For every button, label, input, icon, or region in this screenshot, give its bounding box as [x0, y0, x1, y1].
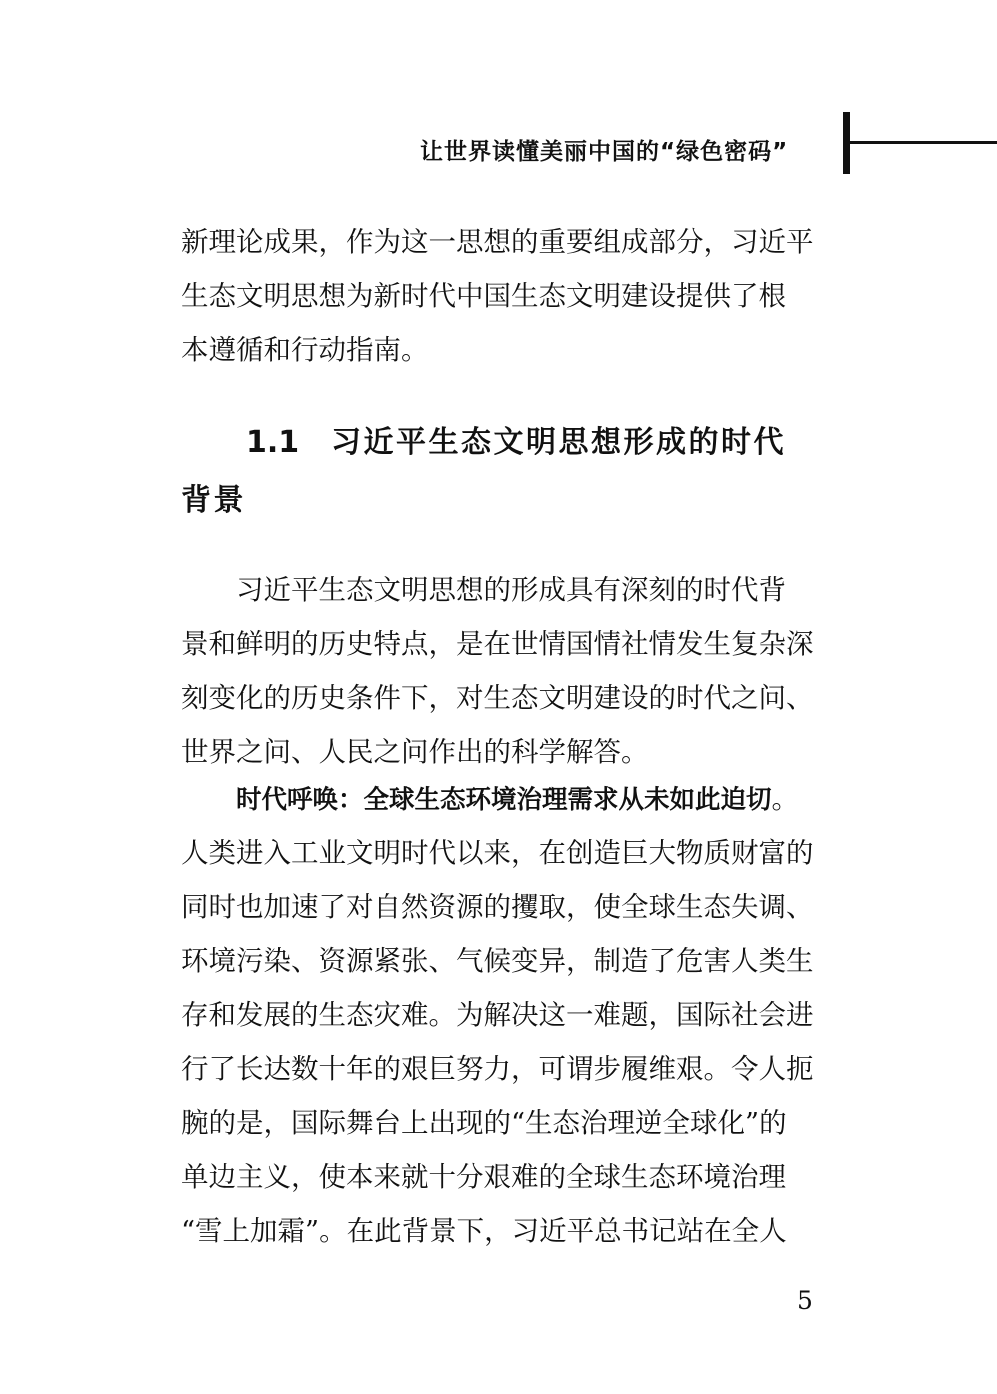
paragraph-background: [181, 563, 836, 779]
section-title-part-2: 背景: [181, 483, 246, 518]
paragraph-continuation: [181, 215, 836, 377]
text-line: 单边主义，使本来就十分艰难的全球生态环境治理: [181, 1161, 786, 1193]
text-line: 存和发展的生态灾难。为解决这一难题，国际社会进: [181, 999, 814, 1031]
section-heading: [181, 414, 841, 530]
text-line: 新理论成果，作为这一思想的重要组成部分，习近平: [181, 226, 814, 258]
text-line: “雪上加霜”。在此背景下，习近平总书记站在全人: [181, 1215, 787, 1247]
text-line: 世界之问、人民之问作出的科学解答。: [181, 736, 649, 768]
text-line: 生态文明思想为新时代中国生态文明建设提供了根: [181, 280, 786, 312]
section-number: 1.1: [246, 425, 300, 460]
paragraph-era-call: [181, 772, 836, 1258]
header-horizontal-rule: [850, 141, 997, 144]
paragraph-lead-line: [181, 772, 836, 826]
running-header-title: 让世界读懂美丽中国的“绿色密码”: [420, 139, 789, 165]
text-line: 环境污染、资源紧张、气候变异，制造了危害人类生: [181, 945, 814, 977]
text-line: 同时也加速了对自然资源的攫取，使全球生态失调、: [181, 891, 814, 923]
text-line: 腕的是，国际舞台上出现的“生态治理逆全球化”的: [181, 1107, 787, 1139]
text-line: 习近平生态文明思想的形成具有深刻的时代背: [236, 574, 786, 606]
header-vertical-rule: [843, 112, 850, 174]
text-line: 人类进入工业文明时代以来，在创造巨大物质财富的: [181, 837, 814, 869]
text-line: 本遵循和行动指南。: [181, 334, 429, 366]
section-title-part-1: 习近平生态文明思想形成的时代: [331, 425, 786, 460]
lead-punctuation: 。: [771, 783, 800, 815]
text-line: 行了长达数十年的艰巨努力，可谓步履维艰。令人扼: [181, 1053, 814, 1085]
paragraph-bold-lead: 时代呼唤：全球生态环境治理需求从未如此迫切: [236, 785, 772, 815]
text-line: 景和鲜明的历史特点，是在世情国情社情发生复杂深: [181, 628, 814, 660]
section-heading-line-1: [181, 414, 841, 472]
text-line: 刻变化的历史条件下，对生态文明建设的时代之问、: [181, 682, 814, 714]
page-number: 5: [797, 1286, 813, 1315]
